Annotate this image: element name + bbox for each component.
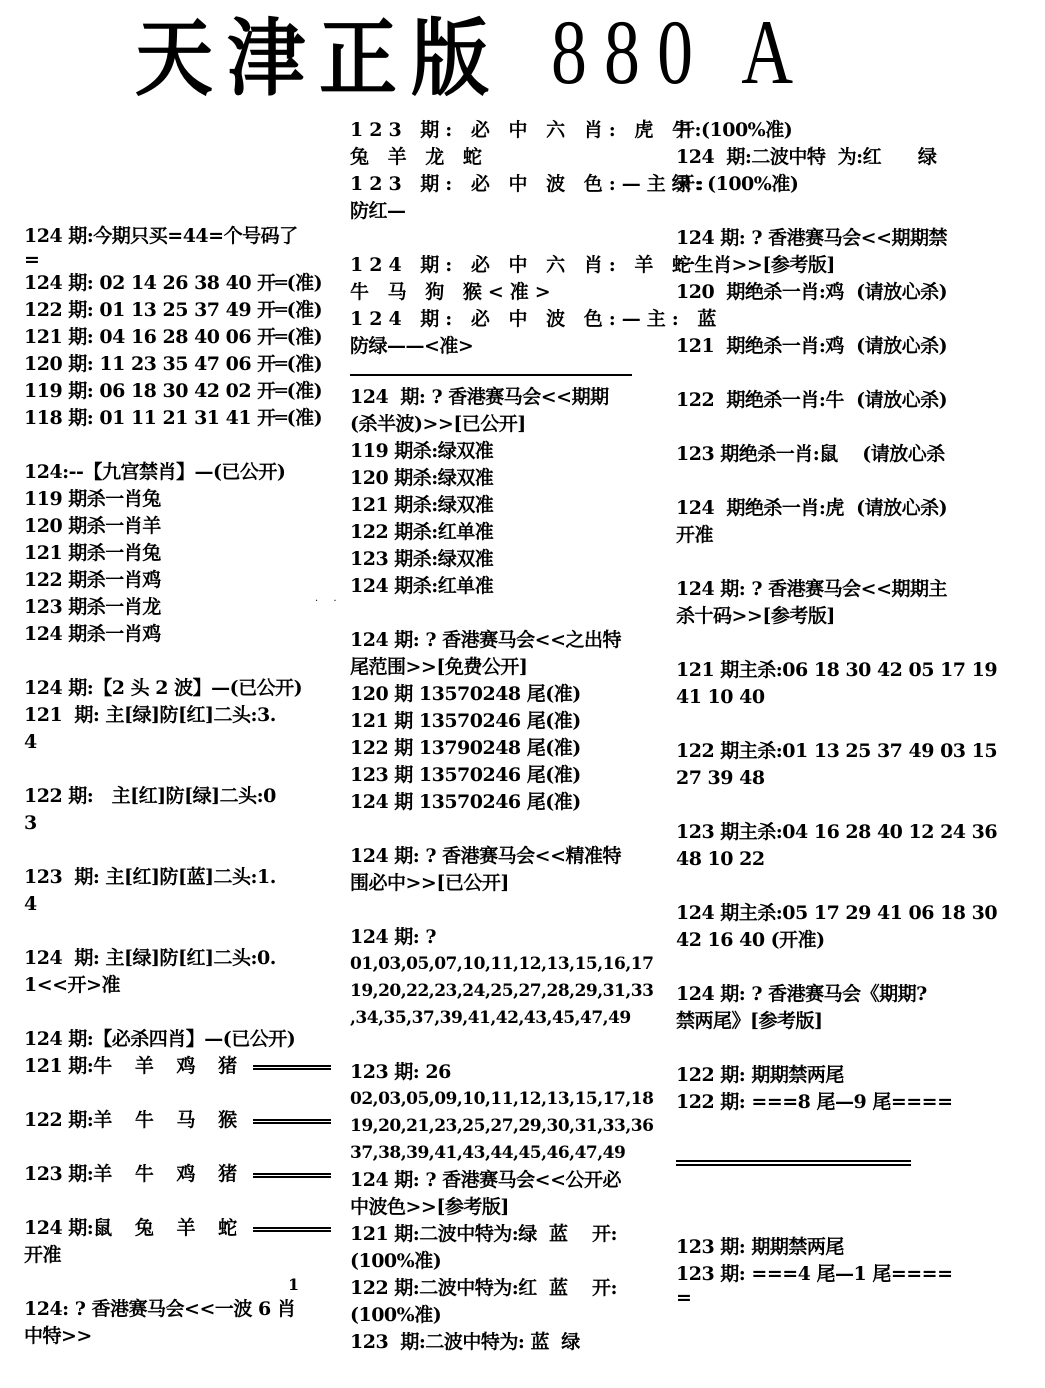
list-item-cont: = xyxy=(676,1287,692,1309)
section-header: 124 期: ? 香港赛马会<<之出特 xyxy=(350,629,621,651)
list-item: 121 期绝杀一肖:鸡 (请放心杀) xyxy=(676,335,948,357)
section-header: 124:--【九宫禁肖】—(已公开) xyxy=(24,461,286,483)
list-item: 122 期杀:红单准 xyxy=(350,521,494,543)
list-item: 防绿——<准> xyxy=(350,335,474,357)
list-item: 123 期:二波中特为: 蓝 绿 xyxy=(350,1331,580,1353)
list-item: 123 期: 必 中 六 肖: 虎 牛 xyxy=(350,119,697,141)
list-item-cont: 4 xyxy=(24,893,37,915)
list-item-cont: 41 10 40 xyxy=(676,686,765,708)
list-item: 124 期: 必 中 波 色:—主: 蓝 xyxy=(350,308,723,330)
list-item: 122 期:二波中特为:红 蓝 开: xyxy=(350,1277,618,1299)
list-item: 124 期杀:红单准 xyxy=(350,575,494,597)
list-item-cont: (100%准) xyxy=(350,1304,442,1326)
list-item: 124 期:鼠 兔 羊 蛇 xyxy=(24,1215,324,1242)
list-item: 121 期: 主[绿]防[红]二头:3. xyxy=(24,704,276,726)
list-item: 124 期杀一肖鸡 xyxy=(24,623,161,645)
list-item: 01,03,05,07,10,11,12,13,15,16,17 xyxy=(350,954,654,974)
section-header: 124 期: ? xyxy=(350,926,437,948)
list-item-cont: 开:(100%准) xyxy=(676,119,793,141)
list-item: 120 期杀一肖羊 xyxy=(24,515,161,537)
list-item: 121 期:二波中特为:绿 蓝 开: xyxy=(350,1223,618,1245)
double-rule xyxy=(253,1173,331,1178)
list-item: 123 期: 必 中 波 色:—主绿: xyxy=(350,173,710,195)
list-item: 02,03,05,09,10,11,12,13,15,17,18 xyxy=(350,1089,654,1109)
list-item: 19,20,21,23,25,27,29,30,31,33,36 xyxy=(350,1116,654,1136)
section-header-cont: 杀十码>>[参考版] xyxy=(676,605,835,627)
section-header: 124 期:【必杀四肖】—(已公开) xyxy=(24,1028,296,1050)
section-header-tail: = xyxy=(24,249,40,271)
list-item: 37,38,39,41,43,44,45,46,47,49 xyxy=(350,1143,626,1163)
section-header: 124 期: ? 香港赛马会<<期期 xyxy=(350,386,609,408)
section-header: 124 期: ? 香港赛马会《期期? xyxy=(676,983,927,1005)
list-item: 121 期:牛 羊 鸡 猪 xyxy=(24,1053,324,1080)
section-header: 124 期: ? 香港赛马会<<精准特 xyxy=(350,845,621,867)
section-precise xyxy=(350,843,640,897)
section-header: 124 期:【2 头 2 波】—(已公开) xyxy=(24,677,303,699)
list-item: 牛 马 狗 猴<准> xyxy=(350,281,557,303)
page-title xyxy=(135,1,883,109)
list-item: 123 期:羊 牛 鸡 猪 xyxy=(24,1161,324,1188)
section-header: 124 期: ? 香港赛马会<<期期主 xyxy=(676,578,947,600)
list-item: 121 期: 04 16 28 40 06 开═(准) xyxy=(24,326,323,348)
column-left xyxy=(24,223,324,1350)
list-item-cont: (100%准) xyxy=(350,1250,442,1272)
list-item: 123 期绝杀一肖:鼠 (请放心杀 xyxy=(676,443,945,465)
list-item: 123 期杀:绿双准 xyxy=(350,548,494,570)
section-nine-palace xyxy=(24,459,324,648)
list-item: 119 期: 06 18 30 42 02 开═(准) xyxy=(24,380,323,402)
list-item: 121 期主杀:06 18 30 42 05 17 19 xyxy=(676,659,998,681)
list-item: 122 期:羊 牛 马 猴 xyxy=(24,1107,324,1134)
section-124-numbers xyxy=(350,924,654,1032)
list-item-cont: 27 39 48 xyxy=(676,767,765,789)
list-item: 123 期主杀:04 16 28 40 12 24 36 xyxy=(676,821,998,843)
section-kill-half-wave xyxy=(350,384,640,600)
section-header-cont: 中特>> xyxy=(24,1325,92,1347)
section-ban-tails xyxy=(676,981,966,1308)
list-item: 123 期: ===4 尾—1 尾==== xyxy=(676,1263,953,1285)
column-right xyxy=(676,117,998,1309)
title-chinese: 天津正版 xyxy=(135,9,504,109)
title-code: 880 A xyxy=(551,1,811,103)
list-item: 120 期绝杀一肖:鸡 (请放心杀) xyxy=(676,281,948,303)
stray-dots: . . xyxy=(315,593,343,604)
section-header-cont: 中波色>>[参考版] xyxy=(350,1196,509,1218)
list-item: 122 期: ===8 尾—9 尾==== xyxy=(676,1091,953,1113)
list-item: 123 期: 期期禁两尾 xyxy=(676,1236,844,1258)
list-item: 122 期绝杀一肖:牛 (请放心杀) xyxy=(676,389,948,411)
list-item-cont: 48 10 22 xyxy=(676,848,765,870)
section-header: 124 期:今期只买=44=个号码了 xyxy=(24,225,298,247)
list-item-cont: 1<<开>准 xyxy=(24,974,120,996)
section-one-wave xyxy=(24,1296,324,1350)
section-six-zodiac-124 xyxy=(350,252,723,360)
list-item-cont: 开: (100%准) xyxy=(676,173,799,195)
section-tail: 开准 xyxy=(24,1244,62,1266)
section-tail-range xyxy=(350,627,640,816)
list-item: 兔 羊 龙 蛇 xyxy=(350,146,488,168)
list-item: 122 期 13790248 尾(准) xyxy=(350,737,581,759)
section-header: 124 期: ? 香港赛马会<<期期禁 xyxy=(676,227,947,249)
list-item: 119 期杀一肖兔 xyxy=(24,488,161,510)
section-header-cont: 一生肖>>[参考版] xyxy=(676,254,835,276)
section-header: 123 期: 26 xyxy=(350,1061,451,1083)
section-main-kill xyxy=(676,576,998,954)
list-item: 123 期 13570246 尾(准) xyxy=(350,764,581,786)
list-item: 119 期杀:绿双准 xyxy=(350,440,494,462)
section-ban-zodiac xyxy=(676,225,966,549)
section-header: 124 期: ? 香港赛马会<<公开必 xyxy=(350,1169,621,1191)
list-item-cont: 42 16 40 (开准) xyxy=(676,929,825,951)
divider xyxy=(350,374,632,376)
list-item: 121 期 13570246 尾(准) xyxy=(350,710,581,732)
list-item: 122 期: 期期禁两尾 xyxy=(676,1064,844,1086)
section-two-wave-cont xyxy=(676,117,966,198)
list-item-cont: 4 xyxy=(24,731,37,753)
list-item: 120 期杀:绿双准 xyxy=(350,467,494,489)
list-item: 123 期: 主[红]防[蓝]二头:1. xyxy=(24,866,276,888)
list-item: 122 期主杀:01 13 25 37 49 03 15 xyxy=(676,740,998,762)
section-six-zodiac-123 xyxy=(350,117,710,225)
section-two-heads xyxy=(24,675,324,999)
list-item: 121 期杀:绿双准 xyxy=(350,494,494,516)
list-item: 19,20,22,23,24,25,27,28,29,31,33 xyxy=(350,981,654,1001)
list-item: 124 期: 主[绿]防[红]二头:0. xyxy=(24,947,276,969)
list-item: ,34,35,37,39,41,42,43,45,47,49 xyxy=(350,1008,631,1028)
list-item: 124 期:二波中特 为:红 绿 xyxy=(676,146,937,168)
double-rule xyxy=(253,1065,331,1070)
section-header-cont: 尾范围>>[免费公开] xyxy=(350,656,528,678)
list-item-cont: 3 xyxy=(24,812,37,834)
list-item: 120 期: 11 23 35 47 06 开═(准) xyxy=(24,353,323,375)
double-rule xyxy=(253,1227,331,1232)
list-item: 118 期: 01 11 21 31 41 开═(准) xyxy=(24,407,323,429)
list-item: 122 期: 主[红]防[绿]二头:0 xyxy=(24,785,276,807)
stray-mark: 1 xyxy=(288,1275,300,1294)
section-only-buy xyxy=(24,223,324,432)
list-item: 124 期绝杀一肖:虎 (请放心杀) xyxy=(676,497,948,519)
section-header-cont: (杀半波)>>[已公开] xyxy=(350,413,526,435)
section-header-cont: 围必中>>[已公开] xyxy=(350,872,509,894)
list-item: 防红— xyxy=(350,200,406,222)
section-123-numbers xyxy=(350,1059,654,1167)
list-item: 124 期: 02 14 26 38 40 开═(准) xyxy=(24,272,323,294)
section-two-wave xyxy=(350,1167,640,1356)
list-item: 124 期 13570246 尾(准) xyxy=(350,791,581,813)
list-item: 123 期杀一肖龙 xyxy=(24,596,161,618)
double-rule xyxy=(253,1119,331,1124)
list-item: 122 期: 01 13 25 37 49 开═(准) xyxy=(24,299,323,321)
list-item: 120 期 13570248 尾(准) xyxy=(350,683,581,705)
section-must-kill xyxy=(24,1026,324,1269)
list-item: 121 期杀一肖兔 xyxy=(24,542,161,564)
section-header-cont: 禁两尾》[参考版] xyxy=(676,1010,823,1032)
list-item: 124 期主杀:05 17 29 41 06 18 30 xyxy=(676,902,998,924)
list-item: 122 期杀一肖鸡 xyxy=(24,569,161,591)
list-item: 124 期: 必 中 六 肖: 羊 蛇 xyxy=(350,254,697,276)
section-tail: 开准 xyxy=(676,524,714,546)
section-header: 124: ? 香港赛马会<<一波 6 肖 xyxy=(24,1298,296,1320)
